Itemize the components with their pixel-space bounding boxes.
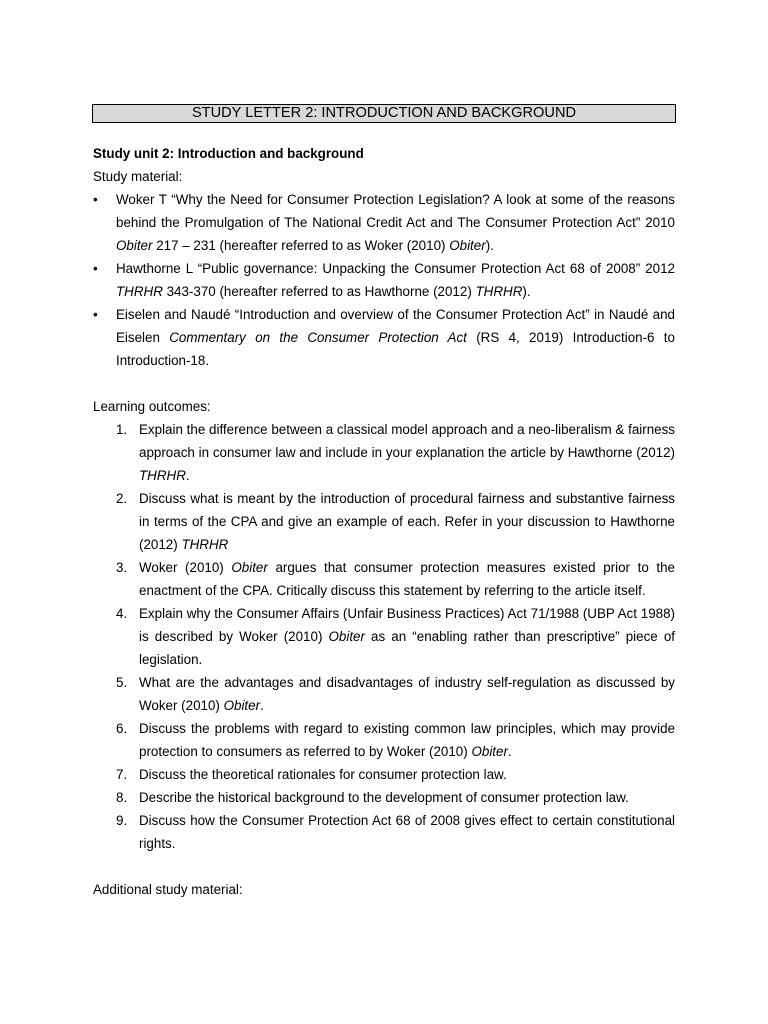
- outcome-item: 7. Discuss the theoretical rationales for consumer protection law.: [116, 767, 507, 782]
- outcome-item: 5. What are the advantages and disadvantages of industry self-regulation as discussed by Woker (2010) Obiter.: [116, 675, 675, 713]
- outcome-item: 3. Woker (2010) Obiter argues that consumer protection measures existed prior to the enactment of the CPA. Critically discuss this statement by referring to the article itself.: [116, 560, 675, 598]
- study-unit-heading: Study unit 2: Introduction and background: [93, 146, 364, 161]
- study-material-list: [93, 188, 675, 372]
- list-item: • Hawthorne L “Public governance: Unpacking the Consumer Protection Act 68 of 2008” 2012 THRHR 343-370 (hereafter referred to as Hawthorne (2012) THRHR).: [93, 257, 675, 303]
- additional-study-material-label: Additional study material:: [93, 882, 243, 897]
- outcome-item: 8. Describe the historical background to the development of consumer protection law.: [116, 790, 629, 805]
- study-letter-title: STUDY LETTER 2: INTRODUCTION AND BACKGROUND: [92, 104, 676, 123]
- list-item: • Woker T “Why the Need for Consumer Protection Legislation? A look at some of the reasons behind the Promulgation of The National Credit Act and The Consumer Protection Act” 2010 Obiter 217 – 231 (hereafter referred to as Woker (2010) Obiter).: [93, 188, 675, 257]
- study-material-label: Study material:: [93, 169, 183, 184]
- bullet-icon: •: [93, 261, 98, 276]
- outcome-item: 6. Discuss the problems with regard to existing common law principles, which may provide protection to consumers as referred to by Woker (2010) Obiter.: [116, 721, 675, 759]
- learning-outcomes-list: [93, 418, 675, 855]
- outcome-item: 2. Discuss what is meant by the introduction of procedural fairness and substantive fairness in terms of the CPA and give an example of each. Refer in your discussion to Hawthorne (2012) THRHR: [116, 491, 675, 552]
- outcome-item: 4. Explain why the Consumer Affairs (Unfair Business Practices) Act 71/1988 (UBP Act 1988) is described by Woker (2010) Obiter as an “enabling rather than prescriptive” piece of legislation.: [116, 606, 675, 667]
- bullet-icon: •: [93, 307, 98, 322]
- document-body: [93, 142, 675, 901]
- list-item: • Eiselen and Naudé “Introduction and overview of the Consumer Protection Act” in Naudé and Eiselen Commentary on the Consumer Protection Act (RS 4, 2019) Introduction-6 to Introduction-18.: [93, 303, 675, 372]
- outcome-item: 1. Explain the difference between a classical model approach and a neo-liberalism & fairness approach in consumer law and include in your explanation the article by Hawthorne (2012) THRHR.: [116, 422, 675, 483]
- learning-outcomes-label: Learning outcomes:: [93, 399, 211, 414]
- outcome-item: 9. Discuss how the Consumer Protection Act 68 of 2008 gives effect to certain constitutional rights.: [116, 813, 675, 851]
- bullet-icon: •: [93, 192, 98, 207]
